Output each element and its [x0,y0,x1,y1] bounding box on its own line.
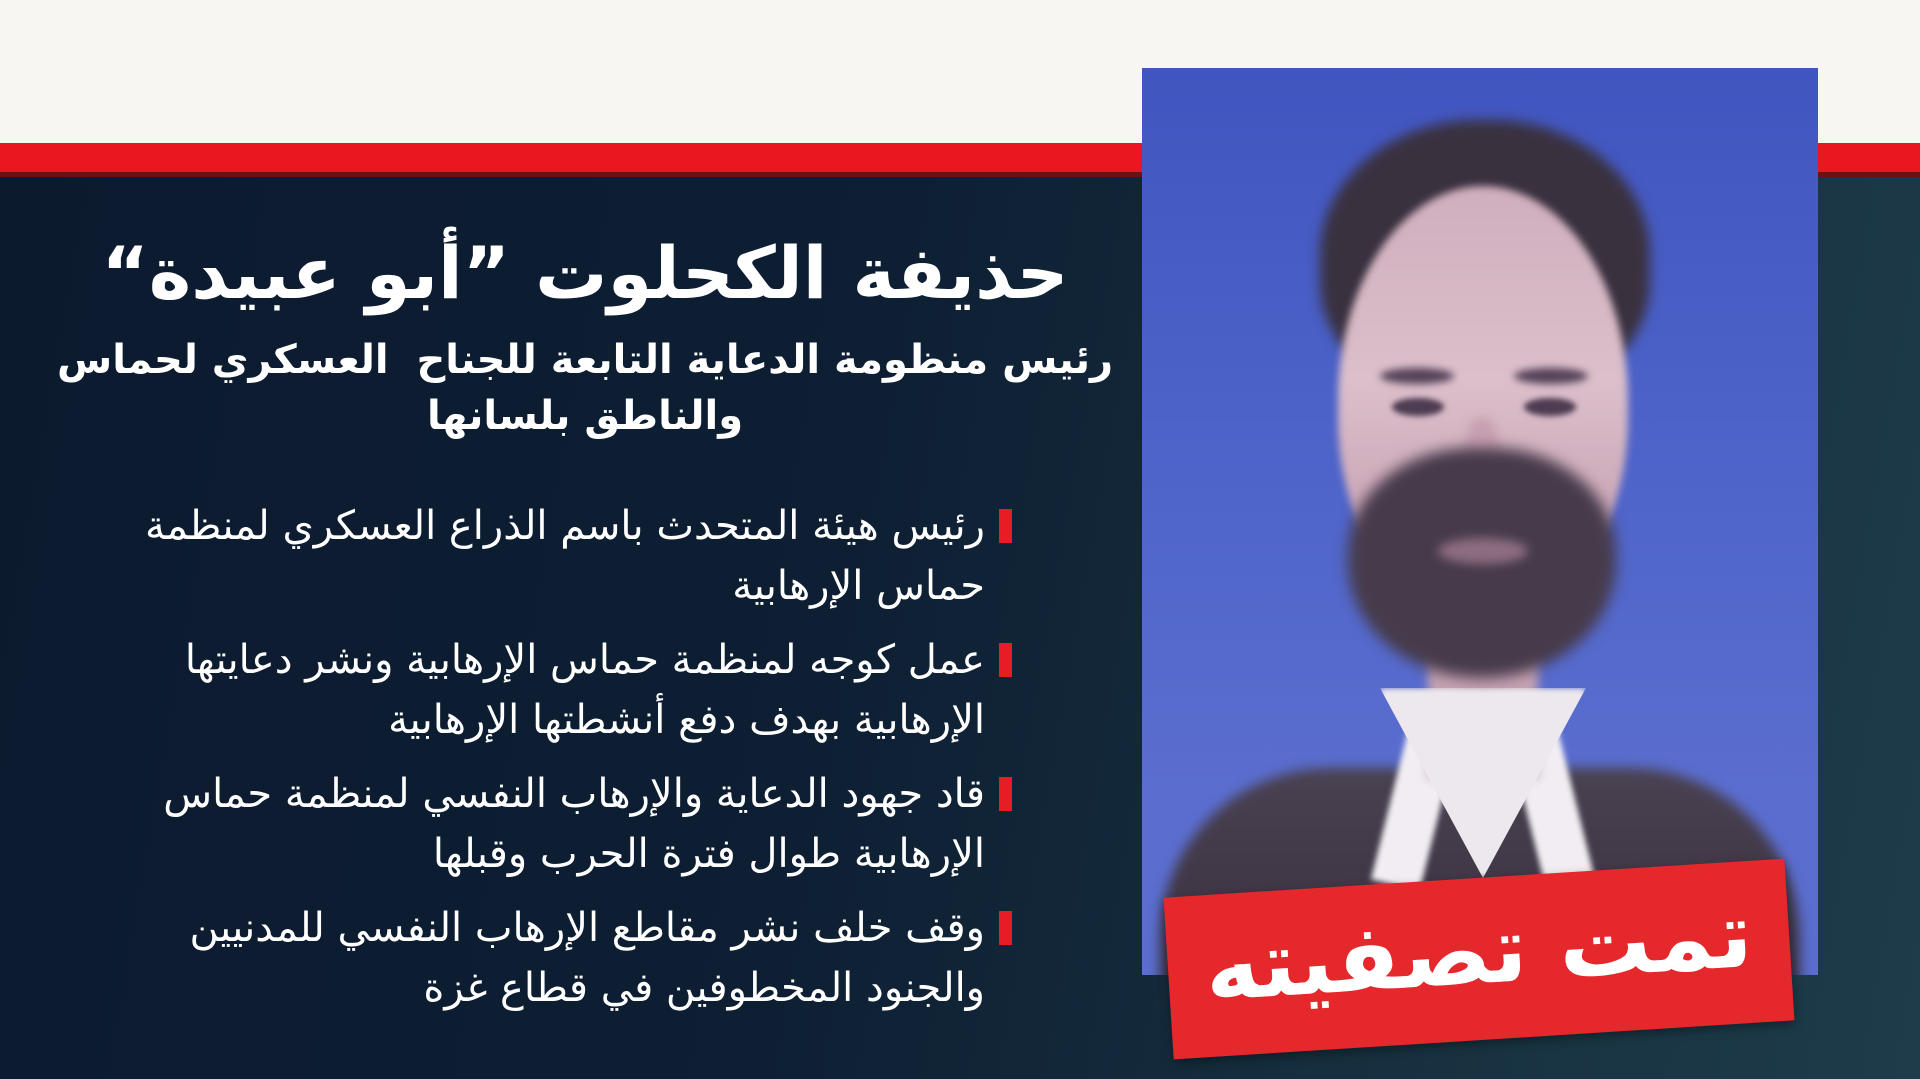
portrait-photo [1142,68,1818,975]
bullet-line: الإرهابية طوال فترة الحرب وقبلها [432,831,985,877]
subtitle-line-2: والناطق بلسانها [426,393,744,439]
elimination-stamp-label: تمت تصفيته [1201,880,1756,1023]
bullet-line: عمل كوجه لمنظمة حماس الإرهابية ونشر دعايتها [184,637,985,683]
content-column [30,228,1140,1032]
bullet-line: قاد جهود الدعاية والإرهاب النفسي لمنظمة حماس [163,771,985,817]
bullet-item [30,630,1140,750]
bullet-item [30,496,1140,616]
subtitle [30,332,1140,444]
bullet-line: وقف خلف نشر مقاطع الإرهاب النفسي للمدنيين [189,905,985,951]
photo-eye [1524,398,1576,416]
bullet-item [30,764,1140,884]
photo-eyebrow [1514,368,1588,384]
bullet-line: رئيس هيئة المتحدث باسم الذراع العسكري لمنظمة [144,503,985,549]
page-title: حذيفة الكحلوت ”أبو عبيدة“ [101,231,1069,315]
bullet-line: والجنود المخطوفين في قطاع غزة [423,965,985,1011]
photo-eye [1392,398,1444,416]
subtitle-line-1: رئيس منظومة الدعاية التابعة للجناح العسكري لحماس [57,337,1113,383]
photo-eyebrow [1380,368,1454,384]
bullet-marker [999,777,1012,811]
bullet-item [30,898,1140,1018]
bullet-list [30,496,1140,1018]
photo-mouth [1438,538,1528,564]
bullet-marker [999,911,1012,945]
bullet-line: حماس الإرهابية [732,563,985,609]
bullet-marker [999,509,1012,543]
bullet-marker [999,643,1012,677]
bullet-line: الإرهابية بهدف دفع أنشطتها الإرهابية [388,697,985,743]
